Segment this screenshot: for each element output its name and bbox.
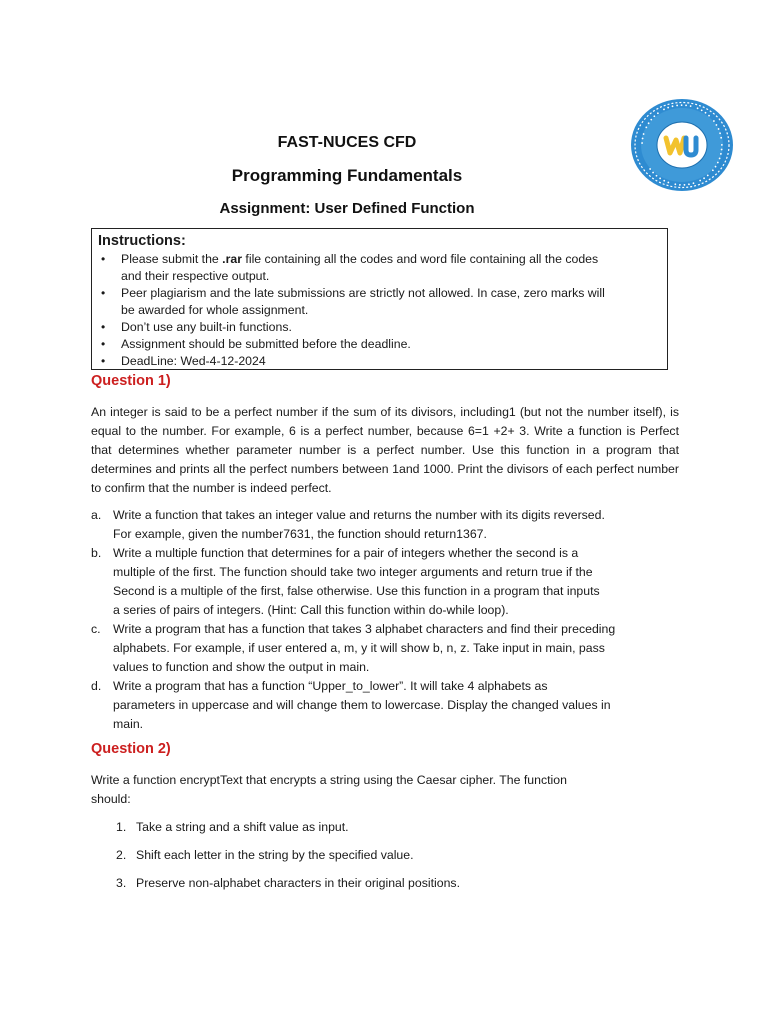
question-1-text: An integer is said to be a perfect number if the sum of its divisors, including1 (but not the number itself), is equal to the number. For example, 6 is a perfect number, because 6=1 +2+ 3. Write a function is Perfect that determines whether parameter number is a perfect number. Use this function in a program that determines and prints all the perfect numbers between 1and 1000. Print the divisors of each perfect number to confirm that the number is indeed perfect. [91, 405, 680, 495]
institution-title: FAST-NUCES CFD [277, 134, 417, 151]
question-2-step: 2. Shift each letter in the string by the specified value. [116, 846, 460, 874]
list-marker: 3. [116, 876, 127, 890]
question-1-heading: Question 1) [91, 373, 171, 389]
university-seal-icon [630, 98, 734, 192]
bullet-icon: • [101, 286, 106, 300]
question-2-step: 3. Preserve non-alphabet characters in their original positions. [116, 874, 460, 902]
list-marker: d. [91, 679, 102, 693]
bullet-icon: • [101, 354, 106, 368]
list-marker: a. [91, 508, 102, 522]
question-part-b: b. Write a multiple function that determines for a pair of integers whether the second is a multiple of the first. The function should take two integer arguments and return true if the Second is a multiple of the first, false otherwise. Use this function in a program that inputs a series of pairs of integers. (Hint: Call this function within do-while loop). [91, 546, 600, 617]
list-marker: b. [91, 546, 102, 560]
instruction-item: • Assignment should be submitted before the deadline. [101, 337, 411, 351]
bullet-icon: • [101, 320, 106, 334]
list-marker: 1. [116, 820, 127, 834]
instruction-item: • Don’t use any built-in functions. [101, 320, 292, 334]
list-marker: 2. [116, 848, 127, 862]
question-2-text: Write a function encryptText that encrypts a string using the Caesar cipher. The function should: [91, 773, 567, 806]
question-part-c: c. Write a program that has a function that takes 3 alphabet characters and find their preceding alphabets. For example, if user entered a, m, y it will show b, n, z. Take input in main, pass values to function and show the output in main. [91, 622, 616, 674]
bullet-icon: • [101, 252, 106, 266]
question-2-steps [116, 818, 460, 902]
instruction-item: • Please submit the .rar file containing all the codes and word file containing all the codes and their respective output. [101, 252, 599, 283]
question-part-d: d. Write a program that has a function “Upper_to_lower”. It will take 4 alphabets as parameters in uppercase and will change them to lowercase. Display the changed values in main. [91, 679, 611, 731]
list-marker: c. [91, 622, 101, 636]
question-part-a: a. Write a function that takes an integer value and returns the number with its digits reversed. For example, given the number7631, the function should return1367. [91, 508, 605, 541]
rar-emphasis: .rar [222, 252, 242, 266]
instructions-heading: Instructions: [98, 233, 186, 249]
instruction-item-deadline: • DeadLine: Wed-4-12-2024 [101, 354, 266, 368]
assignment-title: Assignment: User Defined Function [219, 200, 475, 217]
question-2-step: 1. Take a string and a shift value as input. [116, 818, 460, 846]
question-1-parts [91, 506, 681, 734]
svg-text:∙∙∙ ∙∙∙∙∙ ∙∙∙∙∙∙∙ ∙∙∙∙ ∙∙∙∙∙ ∙: ∙∙∙ ∙∙∙∙∙ ∙∙∙∙∙∙∙ ∙∙∙∙ ∙∙∙∙∙ ∙∙∙∙∙∙∙ ∙∙∙ ∙∙∙∙∙ ∙∙∙∙∙∙ [638, 101, 726, 189]
question-2-heading: Question 2) [91, 741, 171, 757]
course-title: Programming Fundamentals [231, 166, 463, 185]
bullet-icon: • [101, 337, 106, 351]
instruction-item: • Peer plagiarism and the late submissions are strictly not allowed. In case, zero marks will be awarded for whole assignment. [101, 286, 605, 317]
instructions-list [98, 251, 661, 370]
instructions-box [91, 228, 668, 370]
